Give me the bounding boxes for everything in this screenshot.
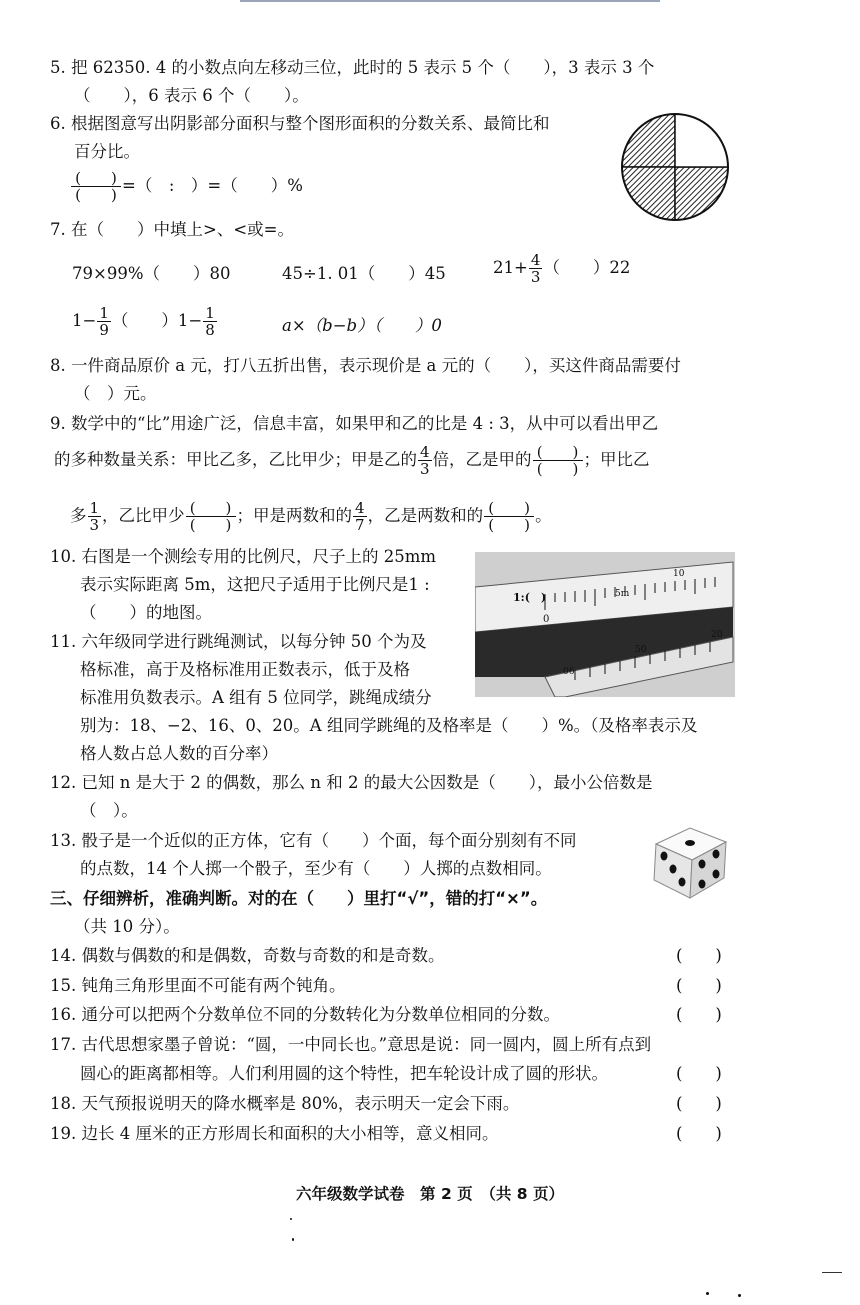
judge-q15: 15. 钝角三角形里面不可能有两个钝角。 <box>50 976 346 995</box>
section3-heading: 三、仔细辨析，准确判断。对的在（ ）里打“√”，错的打“×”。 <box>50 889 548 908</box>
q11-line2: 格标准，高于及格标准用正数表示，低于及格 <box>80 660 410 679</box>
scan-speck <box>738 1294 741 1297</box>
q10-line3: （ ）的地图。 <box>80 603 212 622</box>
answer-paren-q16[interactable]: ( ) <box>676 1005 722 1024</box>
ruler-scale-label: 1:( ) <box>513 591 547 604</box>
q7-item-d: 1− $\frac{1}{9}$ （ ）1− $\frac{1}{8}$ <box>72 304 215 339</box>
q7-title: 7. 在（ ）中填上>、<或=。 <box>50 220 294 239</box>
judge-q19: 19. 边长 4 厘米的正方形周长和面积的大小相等，意义相同。 <box>50 1124 499 1143</box>
q6-blank-fraction: $\frac{( )}{( )}$ <box>71 170 121 203</box>
judge-q18: 18. 天气预报说明天的降水概率是 80%，表示明天一定会下雨。 <box>50 1094 520 1113</box>
q9-line1: 9. 数学中的“比”用途广泛，信息丰富，如果甲和乙的比是 4 : 3，从中可以看出甲乙 <box>50 414 659 433</box>
q10-line1: 10. 右图是一个测绘专用的比例尺，尺子上的 25mm <box>50 547 437 566</box>
scan-mark <box>822 1272 842 1273</box>
answer-paren-q14[interactable]: ( ) <box>676 946 722 965</box>
q12-line2: （ ）。 <box>80 801 138 820</box>
q11-line5: 格人数占总人数的百分率） <box>80 744 278 763</box>
q9-line3: 多 $\frac{1}{3}$ ，乙比甲少 $\frac{( )}{( )}$ ；甲是两数和的 $\frac{4}{7}$ ，乙是两数和的 $\frac{( )}{( )}$ 。 <box>70 499 552 534</box>
ruler-zero: 0 <box>543 614 550 625</box>
answer-paren-q19[interactable]: ( ) <box>676 1124 722 1143</box>
fraction-4-3: $\frac{4}{3}$ <box>530 251 541 286</box>
q6-line1: 6. 根据图意写出阴影部分面积与整个图形面积的分数关系、最简比和 <box>50 114 550 133</box>
q8-line2: （ ）元。 <box>74 384 157 403</box>
scan-speck <box>706 1292 709 1295</box>
q9-blank-fraction-3: $\frac{( )}{( )}$ <box>484 500 534 533</box>
fraction-4-7: $\frac{4}{7}$ <box>355 499 365 534</box>
ruler-mark-06: 06 <box>563 667 575 677</box>
scan-speck <box>292 1238 294 1241</box>
ruler-mark-5m: 5m <box>615 589 630 599</box>
q9-blank-fraction-1: $\frac{( )}{( )}$ <box>533 444 583 477</box>
q6-ratio-percent: =（ : ）=（ ）% <box>122 176 303 195</box>
q12-line1: 12. 已知 n 是大于 2 的偶数，那么 n 和 2 的最大公因数是（ ），最小公倍数是 <box>50 773 653 792</box>
q9-blank-fraction-2: $\frac{( )}{( )}$ <box>186 500 236 533</box>
q7-item-b: 45÷1. 01（ ）45 <box>282 264 446 283</box>
answer-paren-q17[interactable]: ( ) <box>676 1064 722 1083</box>
judge-q17-line1: 17. 古代思想家墨子曾说：“圆，一中同长也。”意思是说：同一圆内，圆上所有点到 <box>50 1035 652 1054</box>
q7-item-e: a×（b−b）（ ）0 <box>282 316 442 335</box>
scan-speck <box>290 1218 292 1220</box>
ruler-mark-50: 50 <box>635 645 647 655</box>
q10-line2: 表示实际距离 5m，这把尺子适用于比例尺是1 : <box>80 575 430 594</box>
q5-line1: 5. 把 62350. 4 的小数点向左移动三位，此时的 5 表示 5 个（ ），3 表示 3 个 <box>50 58 655 77</box>
q5-line2: （ ），6 表示 6 个（ ）。 <box>74 86 309 105</box>
q6-line2: 百分比。 <box>74 142 140 161</box>
ruler-mark-10: 10 <box>673 569 685 579</box>
ruler-mark-20: 20 <box>711 630 723 640</box>
dice-photo <box>648 822 732 902</box>
section3-points: （共 10 分）。 <box>74 917 180 936</box>
shaded-circle-figure <box>620 112 730 222</box>
fraction-4-3b: $\frac{4}{3}$ <box>420 443 430 478</box>
q13-line2: 的点数，14 个人掷一个骰子，至少有（ ）人掷的点数相同。 <box>80 859 552 878</box>
q11-line4: 别为：18、−2、16、0、20。A 组同学跳绳的及格率是（ ）%。（及格率表示及 <box>80 716 698 735</box>
q6-fraction-line <box>70 170 303 203</box>
q7-item-c: 21+ $\frac{4}{3}$ （ ）22 <box>493 251 631 286</box>
q11-line1: 11. 六年级同学进行跳绳测试，以每分钟 50 个为及 <box>50 632 427 651</box>
answer-paren-q18[interactable]: ( ) <box>676 1094 722 1113</box>
q7-item-a: 79×99%（ ）80 <box>72 264 231 283</box>
q9-line2: 的多种数量关系：甲比乙多，乙比甲少；甲是乙的 $\frac{4}{3}$ 倍，乙是甲的 $\frac{( )}{( )}$ ；甲比乙 <box>54 443 650 478</box>
judge-q14: 14. 偶数与偶数的和是偶数，奇数与奇数的和是奇数。 <box>50 946 445 965</box>
judge-q16: 16. 通分可以把两个分数单位不同的分数转化为分数单位相同的分数。 <box>50 1005 560 1024</box>
page-footer: 六年级数学试卷 第 2 页 （共 8 页） <box>296 1185 564 1203</box>
fraction-1-9: $\frac{1}{9}$ <box>99 304 109 339</box>
judge-q17-line2: 圆心的距离都相等。人们利用圆的这个特性，把车轮设计成了圆的形状。 <box>80 1064 608 1083</box>
q13-line1: 13. 骰子是一个近似的正方体，它有（ ）个面，每个面分别刻有不同 <box>50 831 577 850</box>
fraction-1-3: $\frac{1}{3}$ <box>89 499 100 534</box>
fraction-1-8: $\frac{1}{8}$ <box>205 304 215 339</box>
scan-edge <box>240 0 660 2</box>
q8-line1: 8. 一件商品原价 a 元，打八五折出售，表示现价是 a 元的（ ），买这件商品需要付 <box>50 356 681 375</box>
q11-line3: 标准用负数表示。A 组有 5 位同学，跳绳成绩分 <box>80 688 432 707</box>
scale-ruler-photo <box>475 552 735 697</box>
answer-paren-q15[interactable]: ( ) <box>676 976 722 995</box>
